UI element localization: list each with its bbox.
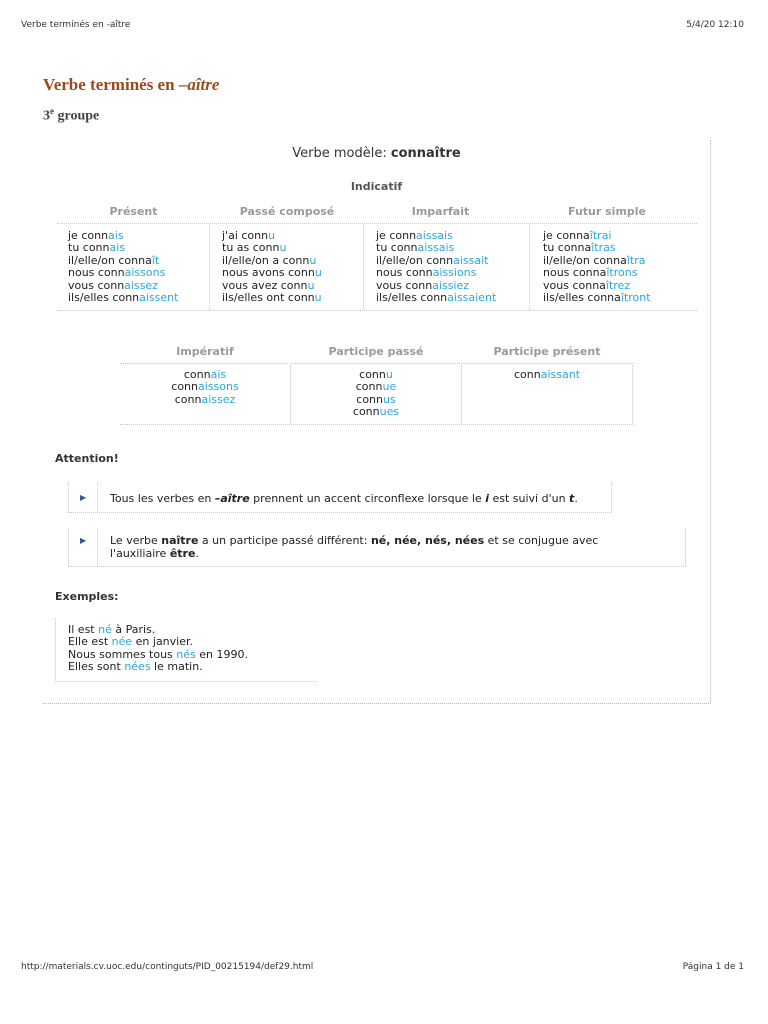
col-header-futur-simple: Futur simple [567, 205, 647, 218]
col-separator [529, 225, 530, 310]
col-separator [209, 225, 210, 310]
bullet-triangle-icon: ▶ [80, 536, 87, 545]
conjugation-futur-simple [543, 230, 651, 304]
example-line: Nous sommes tous nés en 1990. [68, 647, 249, 661]
forms-participe-present [462, 369, 632, 381]
page-title-suffix: –aître [178, 75, 220, 94]
page-title [43, 75, 219, 95]
model-label: Verbe modèle: [292, 146, 391, 161]
col-separator [632, 365, 633, 423]
col-header-present: Présent [109, 205, 158, 218]
note-separator [97, 528, 98, 565]
conj-row: tu connais [68, 241, 126, 255]
print-datetime: 5/4/20 12:10 [686, 20, 744, 30]
conj-row: il/elle/on connaissait [376, 253, 489, 267]
bullet-triangle-icon: ▶ [80, 493, 87, 502]
note-1-text: Tous les verbes en –aître prennent un accent circonflexe lorsque le i est suivi d'un t. [110, 492, 578, 505]
examples-list [68, 624, 248, 674]
conjugation-present [68, 230, 178, 304]
model-verb [43, 146, 710, 161]
header-divider [57, 223, 697, 224]
group-label: groupe [54, 108, 100, 124]
conj-row: nous connaîtrons [543, 266, 638, 280]
conj-row: il/elle/on a connu [222, 253, 317, 267]
form-row: connus [356, 392, 396, 406]
conj-row: vous avez connu [222, 278, 315, 292]
examples-box [55, 619, 316, 682]
conj-row: il/elle/on connaîtra [543, 253, 646, 267]
group-number: 3 [43, 108, 50, 124]
conj-row: tu connaîtras [543, 241, 616, 255]
example-line: Il est né à Paris. [68, 623, 156, 636]
form-row: connues [352, 405, 400, 419]
example-line: Elles sont nées le matin. [68, 660, 203, 674]
page-title-prefix: Verbe terminés en [43, 75, 179, 94]
group-subtitle [43, 106, 99, 125]
header-divider [120, 363, 634, 364]
print-url: http://materials.cv.uoc.edu/continguts/PID_00215194/def29.html [21, 962, 314, 972]
examples-title: Exemples: [55, 590, 119, 603]
conj-row: tu as connu [222, 241, 287, 255]
print-page-title: Verbe terminés en -aître [21, 20, 131, 30]
form-row: connue [355, 380, 397, 394]
col-header-imparfait: Imparfait [411, 205, 470, 218]
forms-participe-passe [291, 369, 461, 419]
conj-row: nous connaissions [376, 266, 477, 280]
conj-row: nous connaissons [68, 266, 166, 280]
conjugation-passe-compose [222, 230, 322, 304]
indicatif-title: Indicatif [350, 180, 403, 193]
col-separator [363, 225, 364, 310]
conj-row: tu connaissais [376, 241, 455, 255]
model-verb-name: connaître [390, 146, 461, 161]
conj-row: il/elle/on connaît [68, 253, 160, 267]
col-header-imperatif: Impératif [176, 345, 234, 358]
conj-row: vous connaissiez [376, 278, 470, 292]
conj-row: je connais [68, 229, 124, 242]
forms-imperatif [120, 369, 290, 406]
print-page-number: Página 1 de 1 [682, 962, 744, 972]
table-bottom-divider [57, 310, 697, 311]
other-forms-table [120, 345, 635, 425]
form-row: connaissons [171, 380, 239, 394]
col-header-passe-compose: Passé composé [239, 205, 335, 218]
form-row: connais [183, 368, 227, 381]
form-row: connaissez [174, 392, 236, 406]
conj-row: vous connaîtrez [543, 278, 631, 292]
form-row: connaissant [513, 368, 581, 381]
attention-title: Attention! [55, 452, 119, 465]
conj-row: ils/elles connaissent [68, 291, 179, 305]
col-header-participe-present: Participe présent [493, 345, 601, 358]
conj-row: vous connaissez [68, 278, 158, 292]
conj-row: ils/elles connaissaient [376, 291, 497, 305]
conj-row: ils/elles ont connu [222, 291, 322, 305]
table-bottom-divider [120, 424, 634, 425]
conj-row: ils/elles connaîtront [543, 291, 651, 305]
example-line: Elle est née en janvier. [68, 635, 193, 649]
conj-row: nous avons connu [222, 266, 322, 280]
conjugation-imparfait [376, 230, 496, 304]
indicatif-table [57, 205, 697, 311]
attention-note-2 [68, 528, 686, 567]
note-separator [97, 482, 98, 511]
form-row: connu [359, 368, 393, 381]
note-2-text: Le verbe naître a un participe passé différent: né, née, nés, nées et se conjugue avec l'auxiliaire être. [110, 534, 599, 560]
conj-row: je connaissais [376, 229, 453, 242]
attention-note-1 [68, 482, 612, 513]
conj-row: je connaîtrai [543, 229, 612, 242]
col-header-participe-passe: Participe passé [328, 345, 424, 358]
group-sup: e [50, 106, 54, 116]
conj-row: j'ai connu [222, 229, 276, 242]
